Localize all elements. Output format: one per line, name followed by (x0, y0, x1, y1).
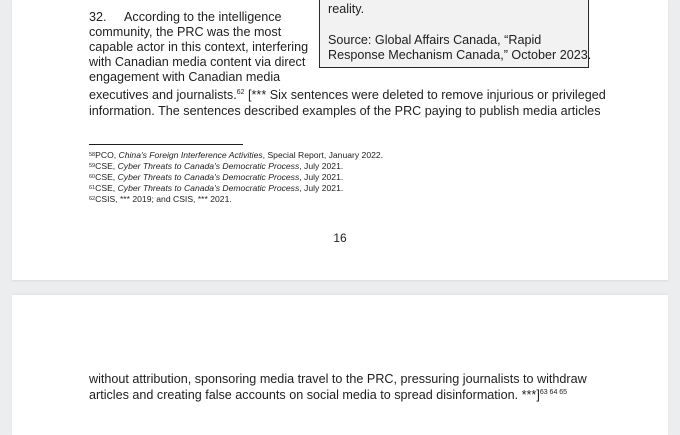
footnote-number: 62 (89, 196, 96, 202)
footnote-detail: , July 2021. (299, 183, 344, 193)
footnote-number: 60 (89, 174, 96, 180)
footnote (89, 183, 343, 194)
continuation-line: without attribution, sponsoring media travel to the PRC, pressuring journalists to withdraw (89, 372, 587, 386)
footnote-number: 59 (89, 163, 96, 169)
footnote-title: Cyber Threats to Canada's Democratic Process (117, 172, 300, 182)
footnote (89, 172, 343, 183)
footnote-source: PCO, (95, 150, 119, 160)
page-number: 16 (333, 231, 347, 245)
paragraph-number: 32. (89, 10, 107, 24)
paragraph-line: According to the intelligence (124, 10, 282, 24)
callout-source-line-1: Source: Global Affairs Canada, “Rapid (328, 33, 542, 47)
footnote-source: CSIS, *** 2019; and CSIS, *** 2021. (95, 194, 232, 204)
footnote-detail: , July 2021. (299, 161, 344, 171)
paragraph-line: community, the PRC was the most (89, 25, 282, 39)
footnote-detail: , Special Report, January 2022. (262, 150, 384, 160)
footnote-title: Cyber Threats to Canada's Democratic Process (117, 161, 300, 171)
footnote-source: CSE, (95, 161, 118, 171)
footnote-source: CSE, (95, 172, 118, 182)
footnote-number: 58 (89, 152, 96, 158)
paragraph-line: engagement with Canadian media (89, 70, 281, 84)
paragraph-text: executives and journalists. (89, 88, 237, 102)
footnote-references[interactable]: 63 64 65 (539, 388, 568, 396)
paragraph-line: capable actor in this context, interfering (89, 40, 309, 54)
callout-source-line-2: Response Mechanism Canada,” October 2023. (328, 48, 592, 62)
paragraph-line: information. The sentences described examples of the PRC paying to publish media articles (89, 104, 601, 118)
continuation-text: articles and creating false accounts on social media to spread disinformation. ***] (89, 388, 540, 402)
footnote-title: China's Foreign Interference Activities (118, 150, 263, 160)
footnote-reference[interactable]: 62 (236, 88, 245, 96)
footnote (89, 194, 232, 205)
paragraph-line (89, 88, 606, 103)
document-page-17 (12, 295, 668, 435)
source-callout-box (319, 0, 592, 68)
footnote-title: Cyber Threats to Canada's Democratic Process (117, 183, 300, 193)
continuation-line (89, 388, 567, 403)
footnote-source: CSE, (95, 183, 118, 193)
paragraph-line: with Canadian media content via direct (89, 55, 306, 69)
document-page-16 (12, 0, 668, 280)
redaction-note: [*** Six sentences were deleted to remove injurious or privileged (244, 88, 606, 102)
footnote (89, 161, 343, 172)
footnote-detail: , July 2021. (299, 172, 344, 182)
footnote-divider (89, 144, 243, 145)
footnote-number: 61 (89, 185, 96, 191)
footnote (89, 150, 383, 161)
callout-text: reality. (328, 2, 365, 16)
